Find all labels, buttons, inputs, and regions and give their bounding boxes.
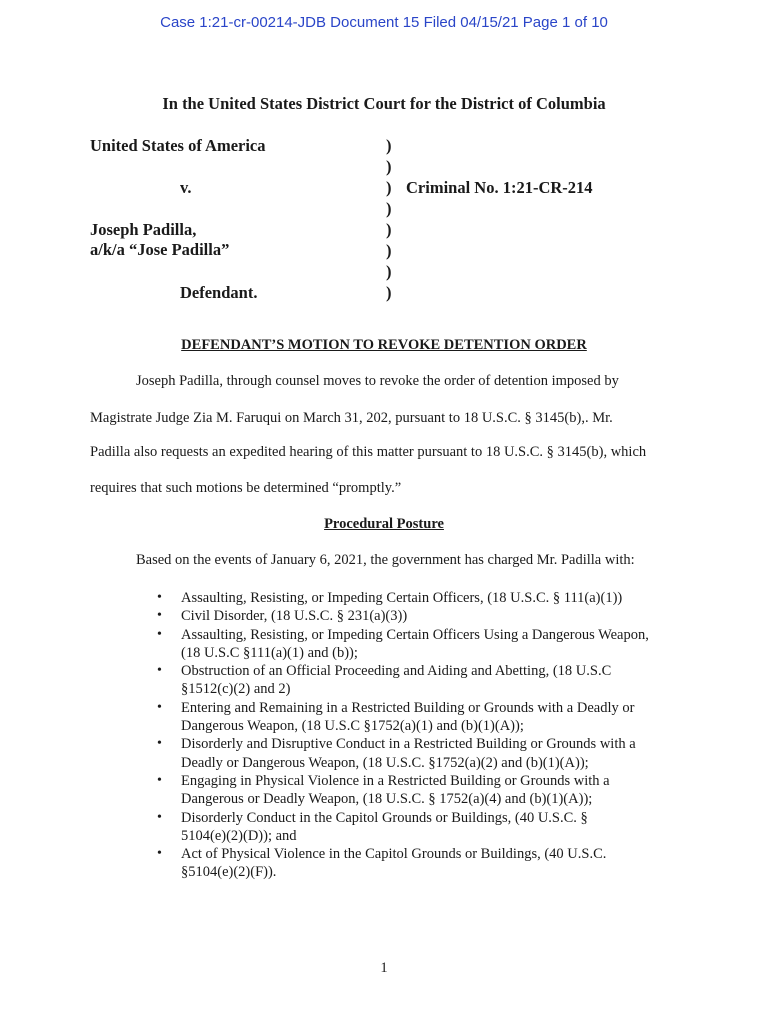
court-title: In the United States District Court for the District of Columbia [162, 94, 606, 113]
list-item [90, 772, 690, 809]
caption-paren: ) [386, 241, 392, 260]
list-item [90, 626, 690, 663]
charge-text: Disorderly Conduct in the Capitol Grounds or Buildings, (40 U.S.C. § [181, 809, 588, 826]
versus-label: v. [180, 178, 192, 197]
bullet-icon: • [157, 699, 162, 715]
caption-paren: ) [386, 199, 392, 218]
charge-text: Engaging in Physical Violence in a Restricted Building or Grounds with a [181, 772, 610, 789]
bullet-icon: • [157, 590, 162, 605]
bullet-icon: • [157, 809, 162, 825]
defendant-label: Defendant. [180, 283, 258, 302]
charge-text: Assaulting, Resisting, or Impeding Certain Officers, (18 U.S.C. § 111(a)(1)) [181, 590, 623, 606]
charge-text: Disorderly and Disruptive Conduct in a Restricted Building or Grounds with a [181, 736, 636, 753]
charge-text: Deadly or Dangerous Weapon, (18 U.S.C. §1752(a)(2) and (b)(1)(A)); [181, 754, 589, 771]
list-item [90, 607, 690, 625]
list-item [90, 845, 690, 882]
bullet-icon: • [157, 846, 162, 862]
procedural-heading: Procedural Posture [324, 516, 444, 532]
charge-text: Assaulting, Resisting, or Impeding Certain Officers Using a Dangerous Weapon, [181, 626, 649, 643]
intro-line: Padilla also requests an expedited hearing of this matter pursuant to 18 U.S.C. § 3145(b), which [90, 444, 647, 460]
case-number: Criminal No. 1:21-CR-214 [406, 178, 593, 197]
charge-text: (18 U.S.C §111(a)(1) and (b)); [181, 644, 358, 661]
charge-text: 5104(e)(2)(D)); and [181, 827, 297, 844]
defendant-aka: a/k/a “Jose Padilla” [90, 240, 230, 259]
list-item [90, 589, 690, 607]
charge-text: Dangerous Weapon, (18 U.S.C §1752(a)(1) and (b)(1)(A)); [181, 718, 524, 735]
caption-paren: ) [386, 220, 392, 239]
list-item [90, 699, 690, 736]
charge-text: Civil Disorder, (18 U.S.C. § 231(a)(3)) [181, 608, 408, 625]
charge-text: Dangerous or Deadly Weapon, (18 U.S.C. § 1752(a)(4) and (b)(1)(A)); [181, 791, 593, 808]
caption-paren: ) [386, 178, 392, 197]
motion-title: DEFENDANT’S MOTION TO REVOKE DETENTION ORDER [181, 337, 587, 353]
intro-line: Joseph Padilla, through counsel moves to revoke the order of detention imposed by [136, 373, 619, 389]
charge-text: Entering and Remaining in a Restricted Building or Grounds with a Deadly or [181, 699, 635, 716]
list-item [90, 662, 690, 699]
charge-text: Obstruction of an Official Proceeding and Aiding and Abetting, (18 U.S.C [181, 663, 612, 680]
page-number: 1 [380, 960, 388, 976]
caption-paren: ) [386, 136, 392, 155]
charge-text: §1512(c)(2) and 2) [181, 681, 291, 698]
bullet-icon: • [157, 663, 162, 679]
procedural-intro: Based on the events of January 6, 2021, the government has charged Mr. Padilla with: [136, 552, 635, 568]
list-item [90, 735, 690, 772]
list-item [90, 809, 690, 846]
caption-paren: ) [386, 262, 392, 281]
bullet-icon: • [157, 626, 162, 642]
bullet-icon: • [157, 772, 162, 788]
intro-line: Magistrate Judge Zia M. Faruqui on March 31, 202, pursuant to 18 U.S.C. § 3145(b),. Mr. [90, 410, 613, 426]
bullet-icon: • [157, 736, 162, 752]
defendant-name: Joseph Padilla, [90, 220, 197, 239]
caption-paren: ) [386, 283, 392, 302]
charges-list [90, 589, 690, 882]
charge-text: §5104(e)(2)(F)). [181, 864, 277, 881]
plaintiff-name: United States of America [90, 136, 266, 155]
caption-paren: ) [386, 157, 392, 176]
intro-line: requires that such motions be determined “promptly.” [90, 480, 402, 496]
charge-text: Act of Physical Violence in the Capitol Grounds or Buildings, (40 U.S.C. [181, 846, 607, 863]
bullet-icon: • [157, 608, 162, 624]
case-header: Case 1:21-cr-00214-JDB Document 15 Filed 04/15/21 Page 1 of 10 [160, 14, 608, 31]
